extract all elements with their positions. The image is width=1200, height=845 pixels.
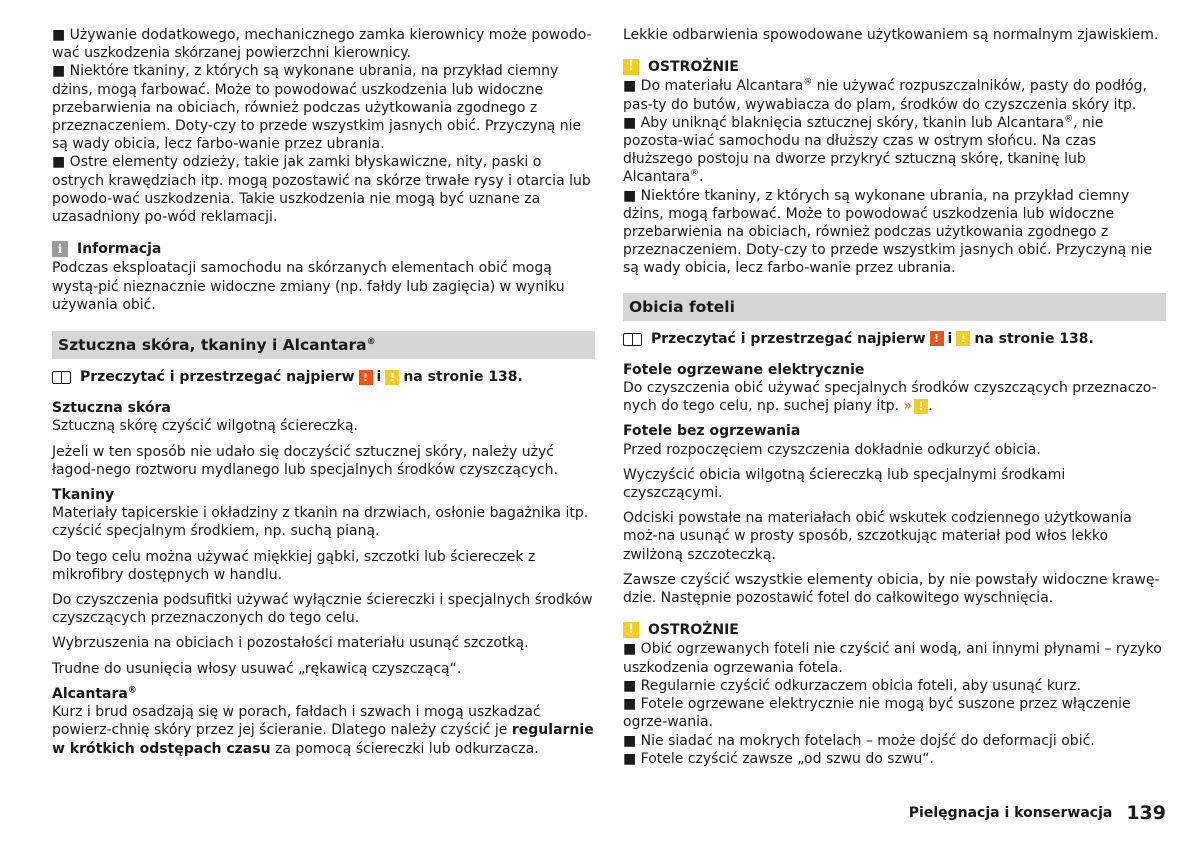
warning-icon: ! bbox=[623, 59, 639, 75]
caution-item-solvents-b: nie używać rozpuszczalników, pasty do podłóg, pas-ty do butów, wywabiacza do plam, środków do czyszczenia skóry itp. bbox=[623, 78, 1147, 113]
unheated-seats-title: Fotele bez ogrzewania bbox=[623, 423, 801, 440]
caution-item-seams: ■ Fotele czyścić zawsze „od szwu do szwu“. bbox=[623, 750, 934, 767]
left-column bbox=[52, 26, 595, 758]
info-text: Podczas eksploatacji samochodu na skórzanych elementach obić mogą wystą-pić nieznacznie widoczne zmiany (np. fałdy lub zagięcia) w wyniku używania obić. bbox=[52, 260, 565, 313]
registered-mark: ® bbox=[366, 336, 376, 347]
registered-mark: ® bbox=[1064, 114, 1074, 125]
section-title: Obicia foteli bbox=[629, 297, 735, 316]
read-and: i bbox=[376, 369, 382, 386]
danger-icon: ! bbox=[359, 370, 373, 385]
faux-leather-title: Sztuczna skóra bbox=[52, 400, 171, 417]
caution-item-sun-a: ■ Aby uniknąć blaknięcia sztucznej skóry, tkanin lub Alcantara bbox=[623, 114, 1065, 131]
fabrics-p1: Materiały tapicerskie i okładziny z tkanin na drzwiach, osłonie bagażnika itp. czyścić specjalnym środkiem, np. suchą pianą. bbox=[52, 505, 589, 540]
section-title: Sztuczna skóra, tkaniny i Alcantara bbox=[58, 336, 367, 355]
book-icon bbox=[623, 332, 643, 346]
caution-item-denim: ■ Niektóre tkaniny, z których są wykonane ubrania, na przykład ciemny dżins, mogą farbować. Może to powodować uszkodzenia lub widoczne przebarwienia na obiciach, również podczas użytkowania zgodnego z przeznaczeniem. Doty-czy to przede wszystkim jasnych obić. Przyczyną nie są wady obicia, lecz farbo-wanie przez ubrania. bbox=[623, 187, 1153, 277]
unheated-p3: Odciski powstałe na materiałach obić wskutek codziennego użytkowania moż-na usunąć w prosty sposób, szczotkując materiał pod włos lekko zwilżoną szczoteczką. bbox=[623, 510, 1132, 563]
chapter-title: Pielęgnacja i konserwacja bbox=[908, 805, 1113, 821]
section-heading-seats bbox=[623, 293, 1166, 321]
unheated-p1: Przed rozpoczęciem czyszczenia dokładnie odkurzyć obicia. bbox=[623, 441, 1041, 458]
alcantara-title bbox=[52, 685, 595, 703]
caution-item-heating: ■ Fotele ogrzewane elektrycznie nie mogą być suszone przez włączenie ogrze-wania. bbox=[623, 696, 1131, 731]
caution-title: OSTROŻNIE bbox=[648, 59, 739, 76]
alcantara-p1-end: za pomocą ściereczki lub odkurzacza. bbox=[275, 740, 539, 757]
read-suffix: na stronie 138. bbox=[403, 369, 523, 386]
caution-box-1 bbox=[623, 58, 1166, 277]
bullet-sharp-elements: ■ Ostre elementy odzieży, takie jak zamki błyskawiczne, nity, paski o ostrych krawędziach itp. mogą pozostawić na skórze trwałe rysy i otarcia lub powodo-wać uszkodzenia. Takie uszkodzenia nie mogą być uznane za uzasadniony po-wód reklamacji. bbox=[52, 154, 591, 226]
read-prefix: Przeczytać i przestrzegać najpierw bbox=[80, 369, 355, 386]
section-heading-synthetic bbox=[52, 331, 595, 359]
fabrics-p2: Do tego celu można używać miękkiej gąbki, szczotki lub ściereczek z mikrofibry dostępnych w handlu. bbox=[52, 548, 536, 583]
registered-mark: ® bbox=[803, 77, 813, 88]
heated-seats-text: Do czyszczenia obić używać specjalnych środków czyszczących przeznaczo-nych do tego celu, np. suchej piany itp. bbox=[623, 380, 1157, 415]
book-icon bbox=[52, 370, 72, 384]
bullet-steering-lock: ■ Używanie dodatkowego, mechanicznego zamka kierownicy może powodo-wać uszkodzenia skórzanej powierzchni kierownicy. bbox=[52, 27, 592, 62]
continue-arrow: » bbox=[903, 398, 913, 415]
warning-icon: ! bbox=[914, 399, 928, 414]
warning-icon: ! bbox=[956, 331, 970, 346]
caution-item-sun bbox=[623, 114, 1166, 187]
read-first-note bbox=[52, 368, 595, 386]
read-suffix: na stronie 138. bbox=[974, 330, 1094, 347]
warning-icon: ! bbox=[623, 622, 639, 638]
caution-item-vacuum: ■ Regularnie czyścić odkurzaczem obicia foteli, aby usunąć kurz. bbox=[623, 677, 1081, 694]
caution-title: OSTROŻNIE bbox=[648, 622, 739, 639]
info-heading bbox=[52, 240, 595, 258]
caution-heading bbox=[623, 58, 1166, 76]
alcantara-title-text: Alcantara bbox=[52, 685, 128, 702]
info-note bbox=[52, 240, 595, 314]
right-column bbox=[623, 26, 1166, 768]
bullet-denim-dye: ■ Niektóre tkaniny, z których są wykonane ubrania, na przykład ciemny dżins, mogą farbować. Może to powodować uszkodzenia lub widoczne przebarwienia na obiciach, również podczas użytkowania zgodnego z przeznaczeniem. Doty-czy to przede wszystkim jasnych obić. Przyczyną nie są wady obicia, lecz farbo-wanie przez ubrania. bbox=[52, 63, 582, 153]
alcantara-p1-start: Kurz i brud osadzają się w porach, fałdach i szwach i mogą uszkadzać powierz-chnię skóry przez jej ścieranie. Dlatego należy czyścić je bbox=[52, 704, 541, 739]
page-footer bbox=[909, 804, 1166, 822]
caution-item-sun-b: , nie pozosta-wiać samochodu na dłuższy czas w ostrym słońcu. Na czas dłuższego postoju na dworze przykryć sztuczną skórę, tkaninę lub Alcantara bbox=[623, 114, 1104, 186]
fabrics-p5: Trudne do usunięcia włosy usuwać „rękawicą czyszczącą“. bbox=[52, 660, 462, 677]
fabrics-p3: Do czyszczenia podsufitki używać wyłącznie ściereczki i specjalnych środków czyszczących przeznaczonych do tego celu. bbox=[52, 592, 593, 627]
caution-box-2 bbox=[623, 621, 1166, 768]
info-icon: i bbox=[52, 241, 68, 257]
read-and: i bbox=[947, 330, 953, 347]
warning-icon: ! bbox=[385, 370, 399, 385]
fabrics-p4: Wybrzuszenia na obiciach i pozostałości materiału usunąć szczotką. bbox=[52, 635, 529, 652]
unheated-p2: Wyczyścić obicia wilgotną ściereczką lub specjalnymi środkami czyszczącymi. bbox=[623, 466, 1066, 502]
faux-leather-p1: Sztuczną skórę czyścić wilgotną ściereczką. bbox=[52, 418, 359, 435]
caution-item-water: ■ Obić ogrzewanych foteli nie czyścić ani wodą, ani innymi płynami – ryzyko uszkodzenia ogrzewania fotela. bbox=[623, 641, 1162, 676]
faux-leather-p2: Jeżeli w ten sposób nie udało się doczyścić sztucznej skóry, należy użyć łagod-nego roztworu mydlanego lub specjalnych środków czyszczących. bbox=[52, 443, 558, 478]
heated-seats-p: Do czyszczenia obić używać specjalnych środków czyszczących przeznaczo-nych do tego celu, np. suchej piany itp. » ! . bbox=[623, 380, 1157, 415]
heated-seats-title: Fotele ogrzewane elektrycznie bbox=[623, 361, 865, 378]
alcantara-p1 bbox=[52, 703, 595, 758]
discoloration-note: Lekkie odbarwienia spowodowane użytkowaniem są normalnym zjawiskiem. bbox=[623, 27, 1159, 43]
caution-item-wet: ■ Nie siadać na mokrych fotelach – może dojść do deformacji obić. bbox=[623, 732, 1095, 749]
caution-item-solvents-a: ■ Do materiału Alcantara bbox=[623, 78, 804, 95]
fabrics-title: Tkaniny bbox=[52, 487, 115, 504]
unheated-p4: Zawsze czyścić wszystkie elementy obicia, by nie powstały widoczne krawę-dzie. Następnie pozostawić fotel do całkowitego wyschnięcia. bbox=[623, 571, 1160, 607]
caution-heading bbox=[623, 621, 1166, 639]
read-prefix: Przeczytać i przestrzegać najpierw bbox=[651, 330, 926, 347]
caution-item-solvents bbox=[623, 77, 1166, 113]
read-first-note bbox=[623, 330, 1166, 348]
danger-icon: ! bbox=[930, 331, 944, 346]
alcantara-p1-bold: regularnie w krótkich odstępach czasu bbox=[52, 722, 594, 757]
caution-item-sun-c: . bbox=[699, 169, 704, 186]
registered-mark: ® bbox=[127, 685, 137, 696]
page-number: 139 bbox=[1126, 802, 1166, 824]
info-title: Informacja bbox=[77, 241, 162, 258]
registered-mark: ® bbox=[690, 168, 700, 179]
